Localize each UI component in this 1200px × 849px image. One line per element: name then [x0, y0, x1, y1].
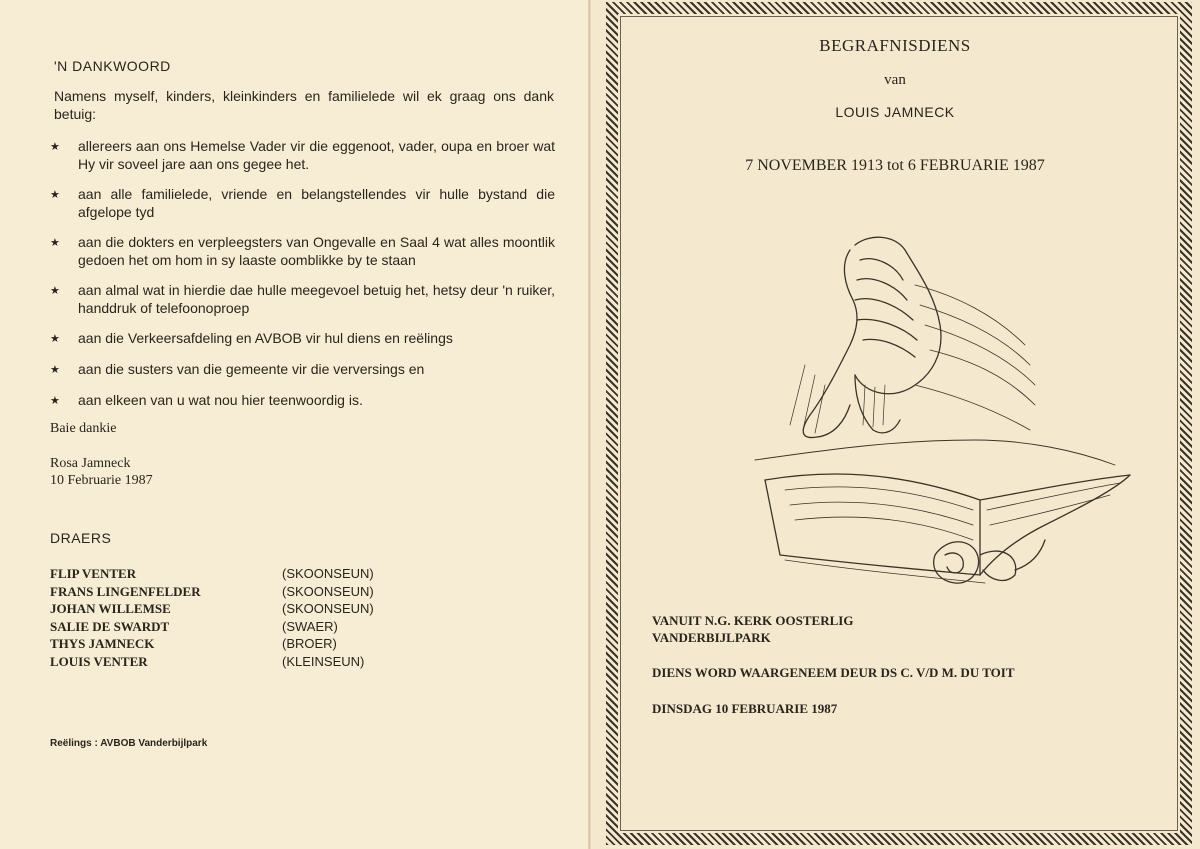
star-icon: ★ [50, 333, 60, 345]
star-icon: ★ [50, 395, 60, 407]
bearer-row: SALIE DE SWARDT (SWAER) [50, 618, 338, 634]
list-item: ★ aan alle familielede, vriende en belangstellendes vir hulle bystand die afgelope tyd [50, 186, 555, 220]
hand-outline [855, 237, 941, 394]
bearer-row: FLIP VENTER (SKOONSEUN) [50, 566, 374, 581]
bearers-heading: DRAERS [50, 530, 112, 546]
deceased-name: LOUIS JAMNECK [835, 104, 955, 120]
list-item: ★ aan die Verkeersafdeling en AVBOB vir hul diens en reëlings [50, 330, 453, 346]
star-icon: ★ [50, 237, 60, 249]
thanks-list [50, 137, 555, 422]
signature-name: Rosa Jamneck [50, 456, 131, 471]
service-date: DINSDAG 10 FEBRUARIE 1987 [652, 701, 838, 716]
star-icon: ★ [50, 189, 60, 201]
officiant-line: DIENS WORD WAARGENEEM DEUR DS C. V/D M. DU TOIT [652, 665, 1015, 680]
signature-date: 10 Februarie 1987 [50, 473, 153, 488]
church-line-2: VANDERBIJLPARK [652, 630, 771, 645]
list-item: ★ allereers aan ons Hemelse Vader vir die eggenoot, vader, oupa en broer wat Hy vir soveel jare aan ons gegee het. [50, 138, 555, 172]
bearer-row: THYS JAMNECK (BROER) [50, 636, 337, 651]
bearer-row: FRANS LINGENFELDER (SKOONSEUN) [50, 583, 374, 599]
life-dates: 7 NOVEMBER 1913 tot 6 FEBRUARIE 1987 [745, 157, 1045, 174]
page-fold [588, 0, 591, 849]
dankwoord-intro: Namens myself, kinders, kleinkinders en familielede wil ek graag ons dank betuig: [54, 88, 554, 122]
list-item: ★ aan die susters van die gemeente vir die verversings en [50, 361, 425, 377]
star-icon: ★ [50, 285, 60, 297]
star-icon: ★ [50, 364, 60, 376]
list-item: ★ aan die dokters en verpleegsters van Ongevalle en Saal 4 wat alles moontlik gedoen het om hom in sy laaste oomblikke by te staan [50, 234, 555, 268]
bearer-row: JOHAN WILLEMSE (SKOONSEUN) [50, 601, 374, 616]
service-title: BEGRAFNISDIENS [819, 36, 971, 55]
dankwoord-heading: 'N DANKWOORD [54, 58, 171, 74]
praying-hands-bible-illustration [745, 225, 1140, 600]
thanks-text: Baie dankie [50, 421, 117, 436]
van-text: van [884, 72, 906, 88]
list-item: ★ aan elkeen van u wat nou hier teenwoordig is. [50, 392, 363, 408]
bearer-row: LOUIS VENTER (KLEINSEUN) [50, 653, 365, 669]
church-line-1: VANUIT N.G. KERK OOSTERLIG [652, 613, 854, 628]
list-item: ★ aan almal wat in hierdie dae hulle meegevoel betuig het, hetsy deur 'n ruiker, handdruk of telefoonoproep [50, 282, 555, 316]
star-icon: ★ [50, 141, 60, 153]
bearers-list [50, 565, 470, 670]
arrangements-note: Reëlings : AVBOB Vanderbijlpark [50, 738, 208, 749]
